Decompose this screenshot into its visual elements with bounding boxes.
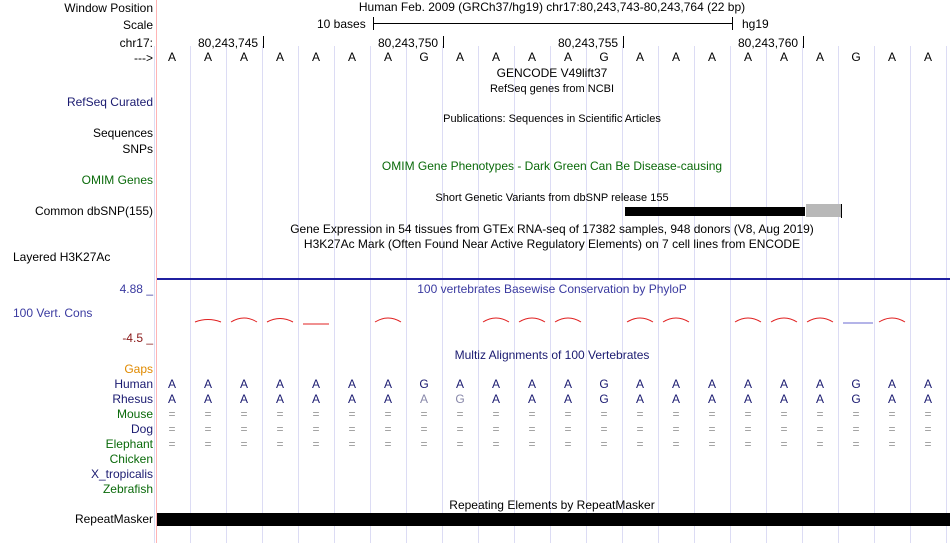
publications-track-description[interactable]: Publications: Sequences in Scientific Articles [443, 113, 661, 125]
sequences-track-label[interactable]: Sequences [92, 126, 153, 140]
alignment-base-human: A [455, 377, 464, 391]
alignment-base-rhesus: A [383, 392, 392, 406]
base-gridline [766, 46, 767, 543]
window-position-label: Window Position [64, 1, 153, 15]
sequence-base: A [743, 50, 752, 64]
multiz-track-description[interactable]: Multiz Alignments of 100 Vertebrates [454, 348, 650, 362]
phylop-peak [771, 318, 797, 322]
ruler-tick [623, 36, 624, 48]
alignment-base-human: A [815, 377, 824, 391]
alignment-base-rhesus: A [311, 392, 320, 406]
alignment-base-dog: = [672, 422, 680, 436]
h3k27ac-track-label[interactable]: Layered H3K27Ac [13, 250, 111, 264]
alignment-base-rhesus: A [563, 392, 572, 406]
alignment-base-mouse: = [384, 407, 392, 421]
sequence-base: A [563, 50, 572, 64]
alignment-base-dog: = [780, 422, 788, 436]
sequence-base: A [887, 50, 896, 64]
base-gridline [946, 46, 947, 543]
alignment-base-dog: = [240, 422, 248, 436]
alignment-base-elephant: = [636, 437, 644, 451]
alignment-base-rhesus: A [527, 392, 536, 406]
repeatmasker-feature-bar[interactable] [157, 513, 950, 526]
alignment-base-dog: = [312, 422, 320, 436]
alignment-base-elephant: = [888, 437, 896, 451]
refseq-track-label[interactable]: RefSeq Curated [66, 95, 153, 109]
phylop-track-description[interactable]: 100 vertebrates Basewise Conservation by PhyloP [417, 282, 687, 296]
alignment-base-mouse: = [888, 407, 896, 421]
alignment-base-elephant: = [204, 437, 212, 451]
phylop-min-label: -4.5 _ [122, 331, 153, 345]
alignment-base-rhesus: A [275, 392, 284, 406]
alignment-base-human: A [707, 377, 716, 391]
ruler-tick [443, 36, 444, 48]
alignment-base-human: A [311, 377, 320, 391]
ruler-coordinate: 80,243,760 [738, 36, 799, 50]
alignment-base-elephant: = [240, 437, 248, 451]
alignment-base-elephant: = [492, 437, 500, 451]
gaps-track-label[interactable]: Gaps [124, 362, 153, 376]
alignment-base-dog: = [528, 422, 536, 436]
alignment-base-elephant: = [744, 437, 752, 451]
alignment-base-mouse: = [456, 407, 464, 421]
alignment-base-rhesus: A [887, 392, 896, 406]
alignment-base-elephant: = [852, 437, 860, 451]
base-gridline [154, 46, 155, 543]
alignment-base-human: A [239, 377, 248, 391]
alignment-base-rhesus: A [167, 392, 176, 406]
phylop-peak [375, 318, 401, 322]
dbsnp-feature-end [841, 204, 842, 218]
sequence-base: A [347, 50, 356, 64]
alignment-base-dog: = [744, 422, 752, 436]
phylop-peak [663, 318, 689, 322]
alignment-base-elephant: = [528, 437, 536, 451]
sequence-base: A [707, 50, 716, 64]
species-label-dog[interactable]: Dog [130, 422, 153, 436]
alignment-base-rhesus: A [707, 392, 716, 406]
alignment-base-human: A [671, 377, 680, 391]
alignment-base-mouse: = [204, 407, 212, 421]
assembly-position-text: Human Feb. 2009 (GRCh37/hg19) chr17:80,243,743-80,243,764 (22 bp) [358, 0, 746, 14]
gtex-track-description[interactable]: Gene Expression in 54 tissues from GTEx RNA-seq of 17382 samples, 948 donors (V8, Aug 2019) [290, 222, 814, 236]
dbsnp-feature-bar[interactable] [625, 207, 805, 216]
base-gridline [298, 46, 299, 543]
alignment-base-rhesus: A [923, 392, 932, 406]
alignment-base-mouse: = [240, 407, 248, 421]
alignment-base-human: A [275, 377, 284, 391]
species-label-mouse[interactable]: Mouse [116, 407, 153, 421]
cons-track-label[interactable]: 100 Vert. Cons [13, 306, 93, 320]
species-label-x-tropicalis[interactable]: X_tropicalis [90, 467, 153, 481]
alignment-base-mouse: = [312, 407, 320, 421]
alignment-base-dog: = [420, 422, 428, 436]
sequence-base: A [167, 50, 176, 64]
alignment-base-elephant: = [564, 437, 572, 451]
sequence-base: A [239, 50, 248, 64]
phylop-max-label: 4.88 _ [119, 282, 153, 296]
sequence-base: A [527, 50, 536, 64]
sequence-base: A [491, 50, 500, 64]
base-gridline [370, 46, 371, 543]
alignment-base-human: G [851, 377, 861, 391]
phylop-peak [483, 318, 509, 322]
omim-track-description[interactable]: OMIM Gene Phenotypes - Dark Green Can Be Disease-causing [381, 159, 723, 173]
alignment-base-rhesus: G [851, 392, 861, 406]
ruler-tick [803, 36, 804, 48]
dbsnp-track-description[interactable]: Short Genetic Variants from dbSNP release 155 [435, 192, 669, 204]
base-gridline [226, 46, 227, 543]
alignment-base-mouse: = [420, 407, 428, 421]
alignment-base-human: A [167, 377, 176, 391]
phylop-peak [807, 318, 833, 322]
ruler-tick [263, 36, 264, 48]
alignment-base-mouse: = [168, 407, 176, 421]
phylop-signal-plot[interactable] [157, 310, 950, 330]
alignment-base-mouse: = [780, 407, 788, 421]
dbsnp-feature-highlight[interactable] [806, 204, 842, 217]
repeatmasker-track-description[interactable]: Repeating Elements by RepeatMasker [449, 498, 655, 512]
alignment-base-human: G [419, 377, 429, 391]
species-label-chicken[interactable]: Chicken [109, 452, 153, 466]
snps-track-label[interactable]: SNPs [122, 142, 153, 156]
omim-genes-track-label[interactable]: OMIM Genes [81, 173, 153, 187]
alignment-base-human: A [563, 377, 572, 391]
alignment-base-rhesus: A [419, 392, 428, 406]
alignment-base-human: A [203, 377, 212, 391]
base-gridline [910, 46, 911, 543]
base-gridline [730, 46, 731, 543]
alignment-base-mouse: = [672, 407, 680, 421]
base-gridline [802, 46, 803, 543]
alignment-base-dog: = [384, 422, 392, 436]
phylop-peak [627, 318, 653, 322]
alignment-base-human: A [743, 377, 752, 391]
alignment-base-elephant: = [312, 437, 320, 451]
phylop-peak [519, 318, 545, 322]
alignment-base-rhesus: A [347, 392, 356, 406]
sequence-base: A [923, 50, 932, 64]
alignment-base-dog: = [600, 422, 608, 436]
alignment-base-dog: = [564, 422, 572, 436]
alignment-base-rhesus: A [815, 392, 824, 406]
alignment-base-human: G [599, 377, 609, 391]
track-labels-column [0, 0, 156, 543]
alignment-base-human: A [923, 377, 932, 391]
sequence-base: A [383, 50, 392, 64]
phylop-peak [267, 319, 293, 323]
alignment-base-mouse: = [636, 407, 644, 421]
alignment-base-elephant: = [384, 437, 392, 451]
alignment-base-mouse: = [924, 407, 932, 421]
alignment-base-mouse: = [744, 407, 752, 421]
alignment-base-human: A [635, 377, 644, 391]
phylop-peak [879, 318, 905, 322]
phylop-peak [735, 318, 761, 322]
species-label-zebrafish[interactable]: Zebrafish [102, 482, 153, 496]
alignment-base-dog: = [492, 422, 500, 436]
alignment-base-dog: = [204, 422, 212, 436]
scale-bar [373, 23, 732, 24]
alignment-base-elephant: = [168, 437, 176, 451]
sequence-base: A [671, 50, 680, 64]
alignment-base-rhesus: A [743, 392, 752, 406]
refseq-track-description[interactable]: RefSeq genes from NCBI [489, 83, 615, 95]
base-gridline [874, 46, 875, 543]
alignment-base-mouse: = [600, 407, 608, 421]
sequence-base: A [815, 50, 824, 64]
alignment-base-mouse: = [708, 407, 716, 421]
alignment-base-rhesus: A [491, 392, 500, 406]
sequence-base: A [779, 50, 788, 64]
alignment-base-elephant: = [276, 437, 284, 451]
alignment-base-mouse: = [348, 407, 356, 421]
alignment-base-elephant: = [672, 437, 680, 451]
alignment-base-elephant: = [780, 437, 788, 451]
assembly-name: hg19 [742, 17, 769, 31]
alignment-base-human: A [527, 377, 536, 391]
sequence-base: A [455, 50, 464, 64]
alignment-base-dog: = [636, 422, 644, 436]
alignment-base-dog: = [816, 422, 824, 436]
ruler-coordinate: 80,243,745 [198, 36, 259, 50]
alignment-base-human: A [491, 377, 500, 391]
alignment-base-mouse: = [528, 407, 536, 421]
alignment-base-elephant: = [420, 437, 428, 451]
phylop-peak [555, 318, 581, 322]
alignment-base-human: A [779, 377, 788, 391]
sequence-base: G [851, 50, 861, 64]
chromosome-label: chr17: [119, 36, 153, 50]
species-label-human[interactable]: Human [114, 377, 153, 391]
alignment-base-rhesus: A [239, 392, 248, 406]
base-gridline [262, 46, 263, 543]
alignment-base-human: A [347, 377, 356, 391]
sequence-base: G [419, 50, 429, 64]
ruler-coordinate: 80,243,750 [378, 36, 439, 50]
alignment-base-mouse: = [852, 407, 860, 421]
base-gridline [334, 46, 335, 543]
alignment-base-human: A [383, 377, 392, 391]
base-gridline [838, 46, 839, 543]
sequence-base: A [635, 50, 644, 64]
species-label-rhesus[interactable]: Rhesus [112, 392, 153, 406]
alignment-base-dog: = [708, 422, 716, 436]
alignment-base-dog: = [924, 422, 932, 436]
alignment-base-dog: = [456, 422, 464, 436]
alignment-base-dog: = [888, 422, 896, 436]
base-gridline [190, 46, 191, 543]
alignment-base-dog: = [168, 422, 176, 436]
scale-bar-label: 10 bases [317, 17, 366, 31]
alignment-base-mouse: = [564, 407, 572, 421]
tracks-panel[interactable] [157, 0, 950, 543]
alignment-base-elephant: = [348, 437, 356, 451]
alignment-base-rhesus: A [203, 392, 212, 406]
alignment-base-elephant: = [816, 437, 824, 451]
sequence-base: A [275, 50, 284, 64]
alignment-base-elephant: = [924, 437, 932, 451]
alignment-base-dog: = [348, 422, 356, 436]
strand-direction-label: ---> [134, 51, 153, 65]
alignment-base-rhesus: G [599, 392, 609, 406]
sequence-base: G [599, 50, 609, 64]
alignment-base-rhesus: G [455, 392, 465, 406]
phylop-peak [195, 320, 221, 323]
h3k27ac-track-description[interactable]: H3K27Ac Mark (Often Found Near Active Regulatory Elements) on 7 cell lines from ENCODE [303, 237, 801, 251]
sequence-base: A [203, 50, 212, 64]
alignment-base-dog: = [276, 422, 284, 436]
repeatmasker-track-label[interactable]: RepeatMasker [74, 512, 153, 526]
base-gridline [406, 46, 407, 543]
conservation-divider [157, 278, 950, 280]
scale-label: Scale [122, 18, 153, 32]
dbsnp-track-label[interactable]: Common dbSNP(155) [34, 204, 153, 218]
alignment-base-rhesus: A [671, 392, 680, 406]
phylop-peak [231, 318, 257, 322]
species-label-elephant[interactable]: Elephant [105, 437, 153, 451]
alignment-base-mouse: = [276, 407, 284, 421]
alignment-base-dog: = [852, 422, 860, 436]
alignment-base-elephant: = [456, 437, 464, 451]
ruler-coordinate: 80,243,755 [558, 36, 619, 50]
base-gridline [694, 46, 695, 543]
alignment-base-rhesus: A [779, 392, 788, 406]
alignment-base-human: A [887, 377, 896, 391]
alignment-base-rhesus: A [635, 392, 644, 406]
scale-bar-right-cap [732, 17, 733, 30]
alignment-base-mouse: = [492, 407, 500, 421]
alignment-base-mouse: = [816, 407, 824, 421]
alignment-base-elephant: = [600, 437, 608, 451]
alignment-base-elephant: = [708, 437, 716, 451]
sequence-base: A [311, 50, 320, 64]
scale-bar-left-cap [373, 17, 374, 30]
gencode-track-title[interactable]: GENCODE V49lift37 [496, 66, 608, 80]
